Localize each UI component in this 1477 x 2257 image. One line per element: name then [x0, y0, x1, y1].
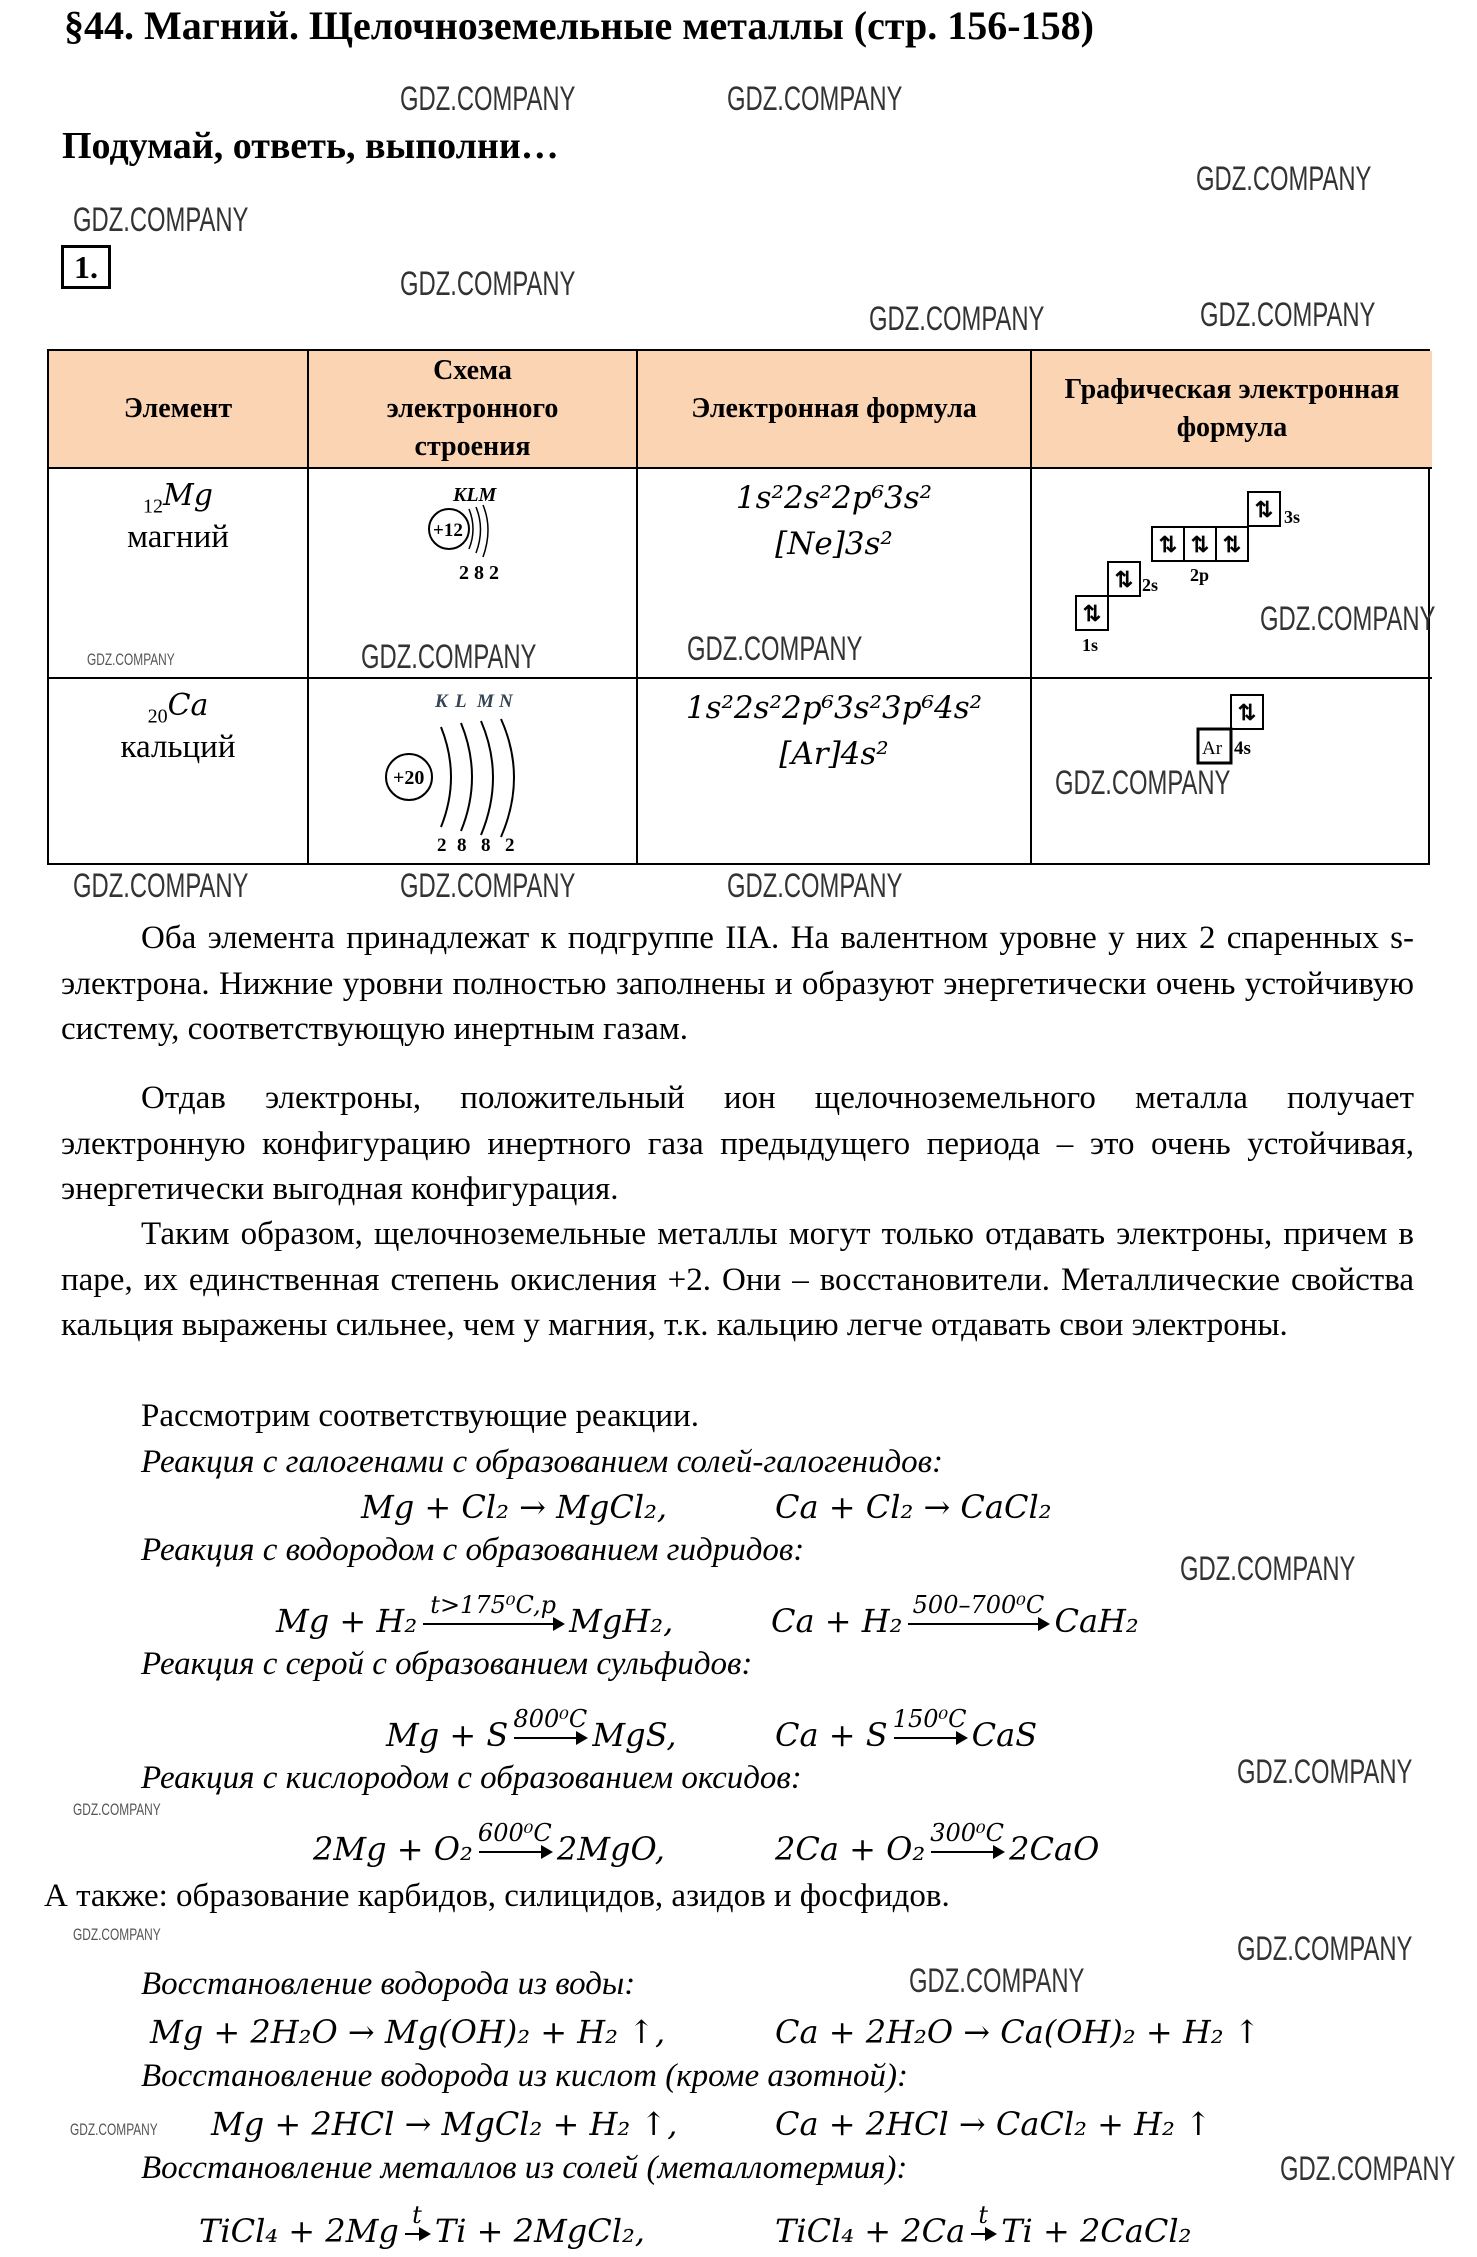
shell-label: M: [477, 691, 494, 712]
equation-mg-sulfur: [386, 1704, 677, 1754]
products: CaH₂: [1054, 1602, 1139, 1640]
watermark: GDZ.COMPANY: [361, 638, 537, 676]
short-formula: [Ar]4s²: [779, 736, 889, 772]
electron-count: 2: [505, 835, 515, 856]
products: 2MgO,: [556, 1830, 665, 1868]
equation-ca-metallothermy: [775, 2200, 1192, 2250]
products: CaS: [971, 1716, 1038, 1754]
short-formula: [Ne]3s²: [775, 526, 893, 562]
watermark: GDZ.COMPANY: [73, 1925, 161, 1944]
svg-text:⇅: ⇅: [1222, 532, 1242, 557]
section-subtitle: Подумай, ответь, выполни…: [62, 125, 559, 167]
watermark: GDZ.COMPANY: [70, 2120, 158, 2139]
shell-labels: KLM: [453, 484, 497, 506]
reactants: Mg + H₂: [276, 1602, 418, 1640]
orbital-diagram-mg: [1032, 469, 1428, 675]
reactants: Ca + H₂: [771, 1602, 903, 1640]
reactants: Mg + S: [386, 1716, 509, 1754]
svg-text:⇅: ⇅: [1158, 532, 1178, 557]
label-halogen: Реакция с галогенами с образованием солей-галогенидов:: [141, 1444, 943, 1480]
task-number: 1.: [61, 245, 111, 289]
reactants: 2Mg + O₂: [313, 1830, 473, 1868]
orbital-label: 3s: [1284, 507, 1301, 527]
label-hydrogen: Реакция с водородом с образованием гидридов:: [141, 1532, 805, 1568]
watermark: GDZ.COMPANY: [1180, 1550, 1356, 1588]
watermark: GDZ.COMPANY: [1260, 600, 1436, 638]
electron-formula: 1s²2s²2p⁶3s²3p⁶4s²: [685, 690, 983, 726]
svg-text:⇅: ⇅: [1254, 497, 1274, 522]
label-metallothermy: Восстановление металлов из солей (металлотермия):: [141, 2150, 908, 2186]
atomic-number: 12: [143, 495, 164, 518]
label-acid: Восстановление водорода из кислот (кроме азотной):: [141, 2058, 908, 2094]
cell-element-mg: [49, 469, 309, 679]
equation-mg-water: Mg + 2H₂O → Mg(OH)₂ + H₂ ↑,: [150, 2013, 666, 2051]
equation-ca-halogen: Ca + Cl₂ → CaCl₂: [775, 1488, 1052, 1526]
label-sulfur: Реакция с серой с образованием сульфидов:: [141, 1646, 753, 1682]
paragraph-1: Оба элемента принадлежат к подгруппе IIA. На валентном уровне у них 2 спаренных s-электрона. Нижние уровни полностью заполнены и образуют энергетически очень устойчивую систему, соответствующую инертным газам.: [61, 920, 1414, 1047]
equation-mg-metallothermy: [199, 2200, 645, 2250]
products: 2CaO: [1009, 1830, 1100, 1868]
products: Ti + 2MgCl₂,: [434, 2212, 645, 2250]
products: MgS,: [592, 1716, 677, 1754]
reactants: TiCl₄ + 2Ca: [775, 2212, 966, 2250]
also-note: А также: образование карбидов, силицидов, азидов и фосфидов.: [44, 1878, 950, 1914]
orbital-label: 4s: [1234, 738, 1251, 759]
electron-count: 8: [481, 835, 491, 856]
watermark: GDZ.COMPANY: [727, 867, 903, 905]
equation-ca-sulfur: [775, 1704, 1038, 1754]
cell-graphic-mg: [1032, 469, 1432, 679]
watermark: GDZ.COMPANY: [1200, 296, 1376, 334]
header-scheme: Схема электронного строения: [309, 351, 638, 469]
watermark: GDZ.COMPANY: [1237, 1930, 1413, 1968]
nucleus-charge: +20: [393, 767, 425, 789]
shell-label: L: [455, 691, 467, 712]
equation-mg-oxygen: [313, 1818, 665, 1868]
condition: t>175⁰C,p: [430, 1590, 556, 1619]
atomic-number: 20: [147, 705, 168, 728]
cell-formula-ca: [638, 679, 1032, 863]
products: MgH₂,: [569, 1602, 674, 1640]
atom-scheme-ca: [309, 679, 634, 859]
watermark: GDZ.COMPANY: [73, 1800, 161, 1819]
orbital-label: 2s: [1142, 575, 1159, 595]
label-oxygen: Реакция с кислородом с образованием оксидов:: [141, 1760, 802, 1796]
watermark: GDZ.COMPANY: [73, 867, 249, 905]
equation-ca-water: Ca + 2H₂O → Ca(OH)₂ + H₂ ↑: [775, 2013, 1261, 2051]
reactants: TiCl₄ + 2Mg: [199, 2212, 399, 2250]
equation-mg-hydrogen: [276, 1590, 674, 1640]
equation-ca-hydrogen: [771, 1590, 1139, 1640]
element-symbol: Ca: [167, 688, 209, 723]
watermark: GDZ.COMPANY: [400, 867, 576, 905]
svg-text:⇅: ⇅: [1190, 532, 1210, 557]
watermark: GDZ.COMPANY: [400, 265, 576, 303]
page-title: §44. Магний. Щелочноземельные металлы (стр. 156-158): [64, 3, 1094, 48]
electron-count: 2: [437, 835, 447, 856]
element-symbol: Mg: [163, 478, 213, 513]
watermark: GDZ.COMPANY: [87, 650, 175, 669]
watermark: GDZ.COMPANY: [400, 80, 576, 118]
watermark: GDZ.COMPANY: [1055, 764, 1231, 802]
watermark: GDZ.COMPANY: [1237, 1753, 1413, 1791]
header-element: Элемент: [49, 351, 309, 469]
label-water: Восстановление водорода из воды:: [141, 1966, 636, 2002]
reactants: 2Ca + O₂: [775, 1830, 926, 1868]
products: Ti + 2CaCl₂: [1001, 2212, 1192, 2250]
element-name: кальций: [120, 728, 236, 765]
paragraph-4: Рассмотрим соответствующие реакции.: [141, 1398, 699, 1434]
electron-counts: 2 8 2: [459, 562, 499, 584]
condition: 150⁰C: [892, 1704, 967, 1733]
shell-label: N: [499, 691, 513, 712]
watermark: GDZ.COMPANY: [687, 630, 863, 668]
orbital-label: 2p: [1190, 565, 1210, 585]
header-graphic: Графическая электронная формула: [1032, 351, 1432, 469]
condition: 600⁰C: [477, 1818, 552, 1847]
watermark: GDZ.COMPANY: [727, 80, 903, 118]
electron-count: 8: [457, 835, 467, 856]
element-name: магний: [127, 518, 229, 555]
electron-formula: 1s²2s²2p⁶3s²: [735, 480, 933, 516]
svg-text:⇅: ⇅: [1114, 567, 1134, 592]
watermark: GDZ.COMPANY: [73, 201, 249, 239]
core-label: Ar: [1202, 738, 1223, 759]
cell-scheme-ca: [309, 679, 638, 863]
equation-ca-oxygen: [775, 1818, 1100, 1868]
condition: 500–700⁰C: [912, 1590, 1045, 1619]
watermark: GDZ.COMPANY: [869, 300, 1045, 338]
shell-label: K: [435, 691, 448, 712]
equation-mg-halogen: Mg + Cl₂ → MgCl₂,: [361, 1488, 668, 1526]
paragraph-3: Таким образом, щелочноземельные металлы могут только отдавать электроны, причем в паре, их единственная степень окисления +2. Они – восстановители. Металлические свойства кальция выражены сильнее, чем у магния, т.к. кальцию легче отдавать свои электроны.: [61, 1216, 1414, 1343]
reactants: Ca + S: [775, 1716, 888, 1754]
nucleus-charge: +12: [433, 520, 463, 541]
watermark: GDZ.COMPANY: [1280, 2150, 1456, 2188]
svg-text:⇅: ⇅: [1082, 601, 1102, 626]
condition: 300⁰C: [930, 1818, 1005, 1847]
watermark: GDZ.COMPANY: [1196, 160, 1372, 198]
watermark: GDZ.COMPANY: [909, 1962, 1085, 2000]
equation-mg-acid: Mg + 2HCl → MgCl₂ + H₂ ↑,: [211, 2105, 678, 2143]
header-formula: Электронная формула: [638, 351, 1032, 469]
paragraph-2: Отдав электроны, положительный ион щелочноземельного металла получает электронную конфигурацию инертного газа предыдущего периода – это очень устойчивая, энергетически выгодная конфигурация.: [61, 1080, 1414, 1207]
orbital-label: 1s: [1082, 635, 1099, 655]
svg-text:⇅: ⇅: [1237, 700, 1257, 725]
condition: t: [412, 2200, 422, 2229]
cell-element-ca: [49, 679, 309, 863]
condition: t: [978, 2200, 989, 2229]
equation-ca-acid: Ca + 2HCl → CaCl₂ + H₂ ↑: [775, 2105, 1212, 2143]
condition: 800⁰C: [513, 1704, 588, 1733]
